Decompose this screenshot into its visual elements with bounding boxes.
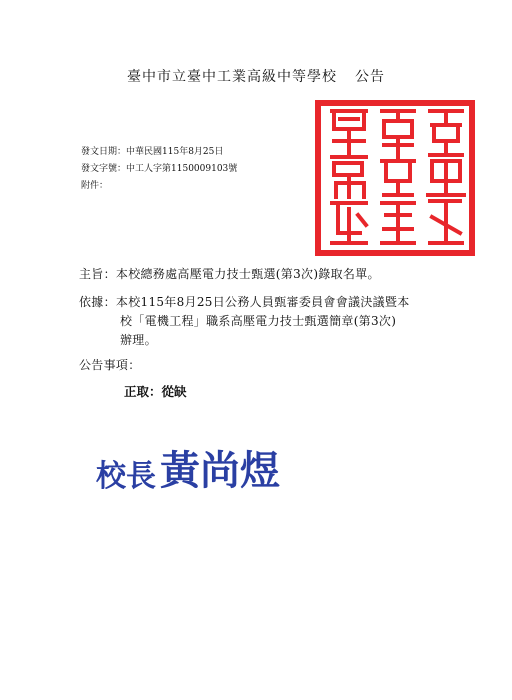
issue-number [81,163,237,175]
subject-line [79,265,380,282]
subject-label: 主旨： [79,267,116,281]
notice-label: 公告事項： [79,358,141,372]
document-title [0,66,512,86]
issue-number-value: 中工人字第1150009103號 [126,164,238,174]
admit-value: 從缺 [161,384,187,399]
admission-result [124,382,187,400]
principal-signature [96,436,316,500]
basis-line-1: 本校115年8月25日公務人員甄審委員會會議決議暨本 [115,295,410,309]
issue-date [81,146,223,158]
basis-label: 依據： [79,295,116,309]
issue-date-label: 發文日期： [81,147,127,157]
signature-title: 校長 [96,459,156,494]
basis-line-2: 校「電機工程」職系高壓電力技士甄選簡章(第3次) [120,314,397,328]
subject-text: 本校總務處高壓電力技士甄選(第3次)錄取名單。 [115,267,380,281]
signature-text [96,447,280,494]
seal-text: 臺中市立臺中工業高級中等學校 [395,255,409,256]
school-name: 臺中市立臺中工業高級中等學校 [127,69,337,85]
issue-date-value: 中華民國115年8月25日 [126,147,224,157]
admit-label: 正取： [124,384,162,399]
document-type: 公告 [355,69,385,85]
basis-line-3: 辦理。 [120,333,157,347]
issue-number-label: 發文字號： [81,164,127,174]
attachment-label: 附件： [81,181,109,191]
basis-section [79,293,449,350]
official-seal [312,97,478,259]
attachment [81,180,108,192]
signature-name: 黃尚煜 [160,447,280,494]
